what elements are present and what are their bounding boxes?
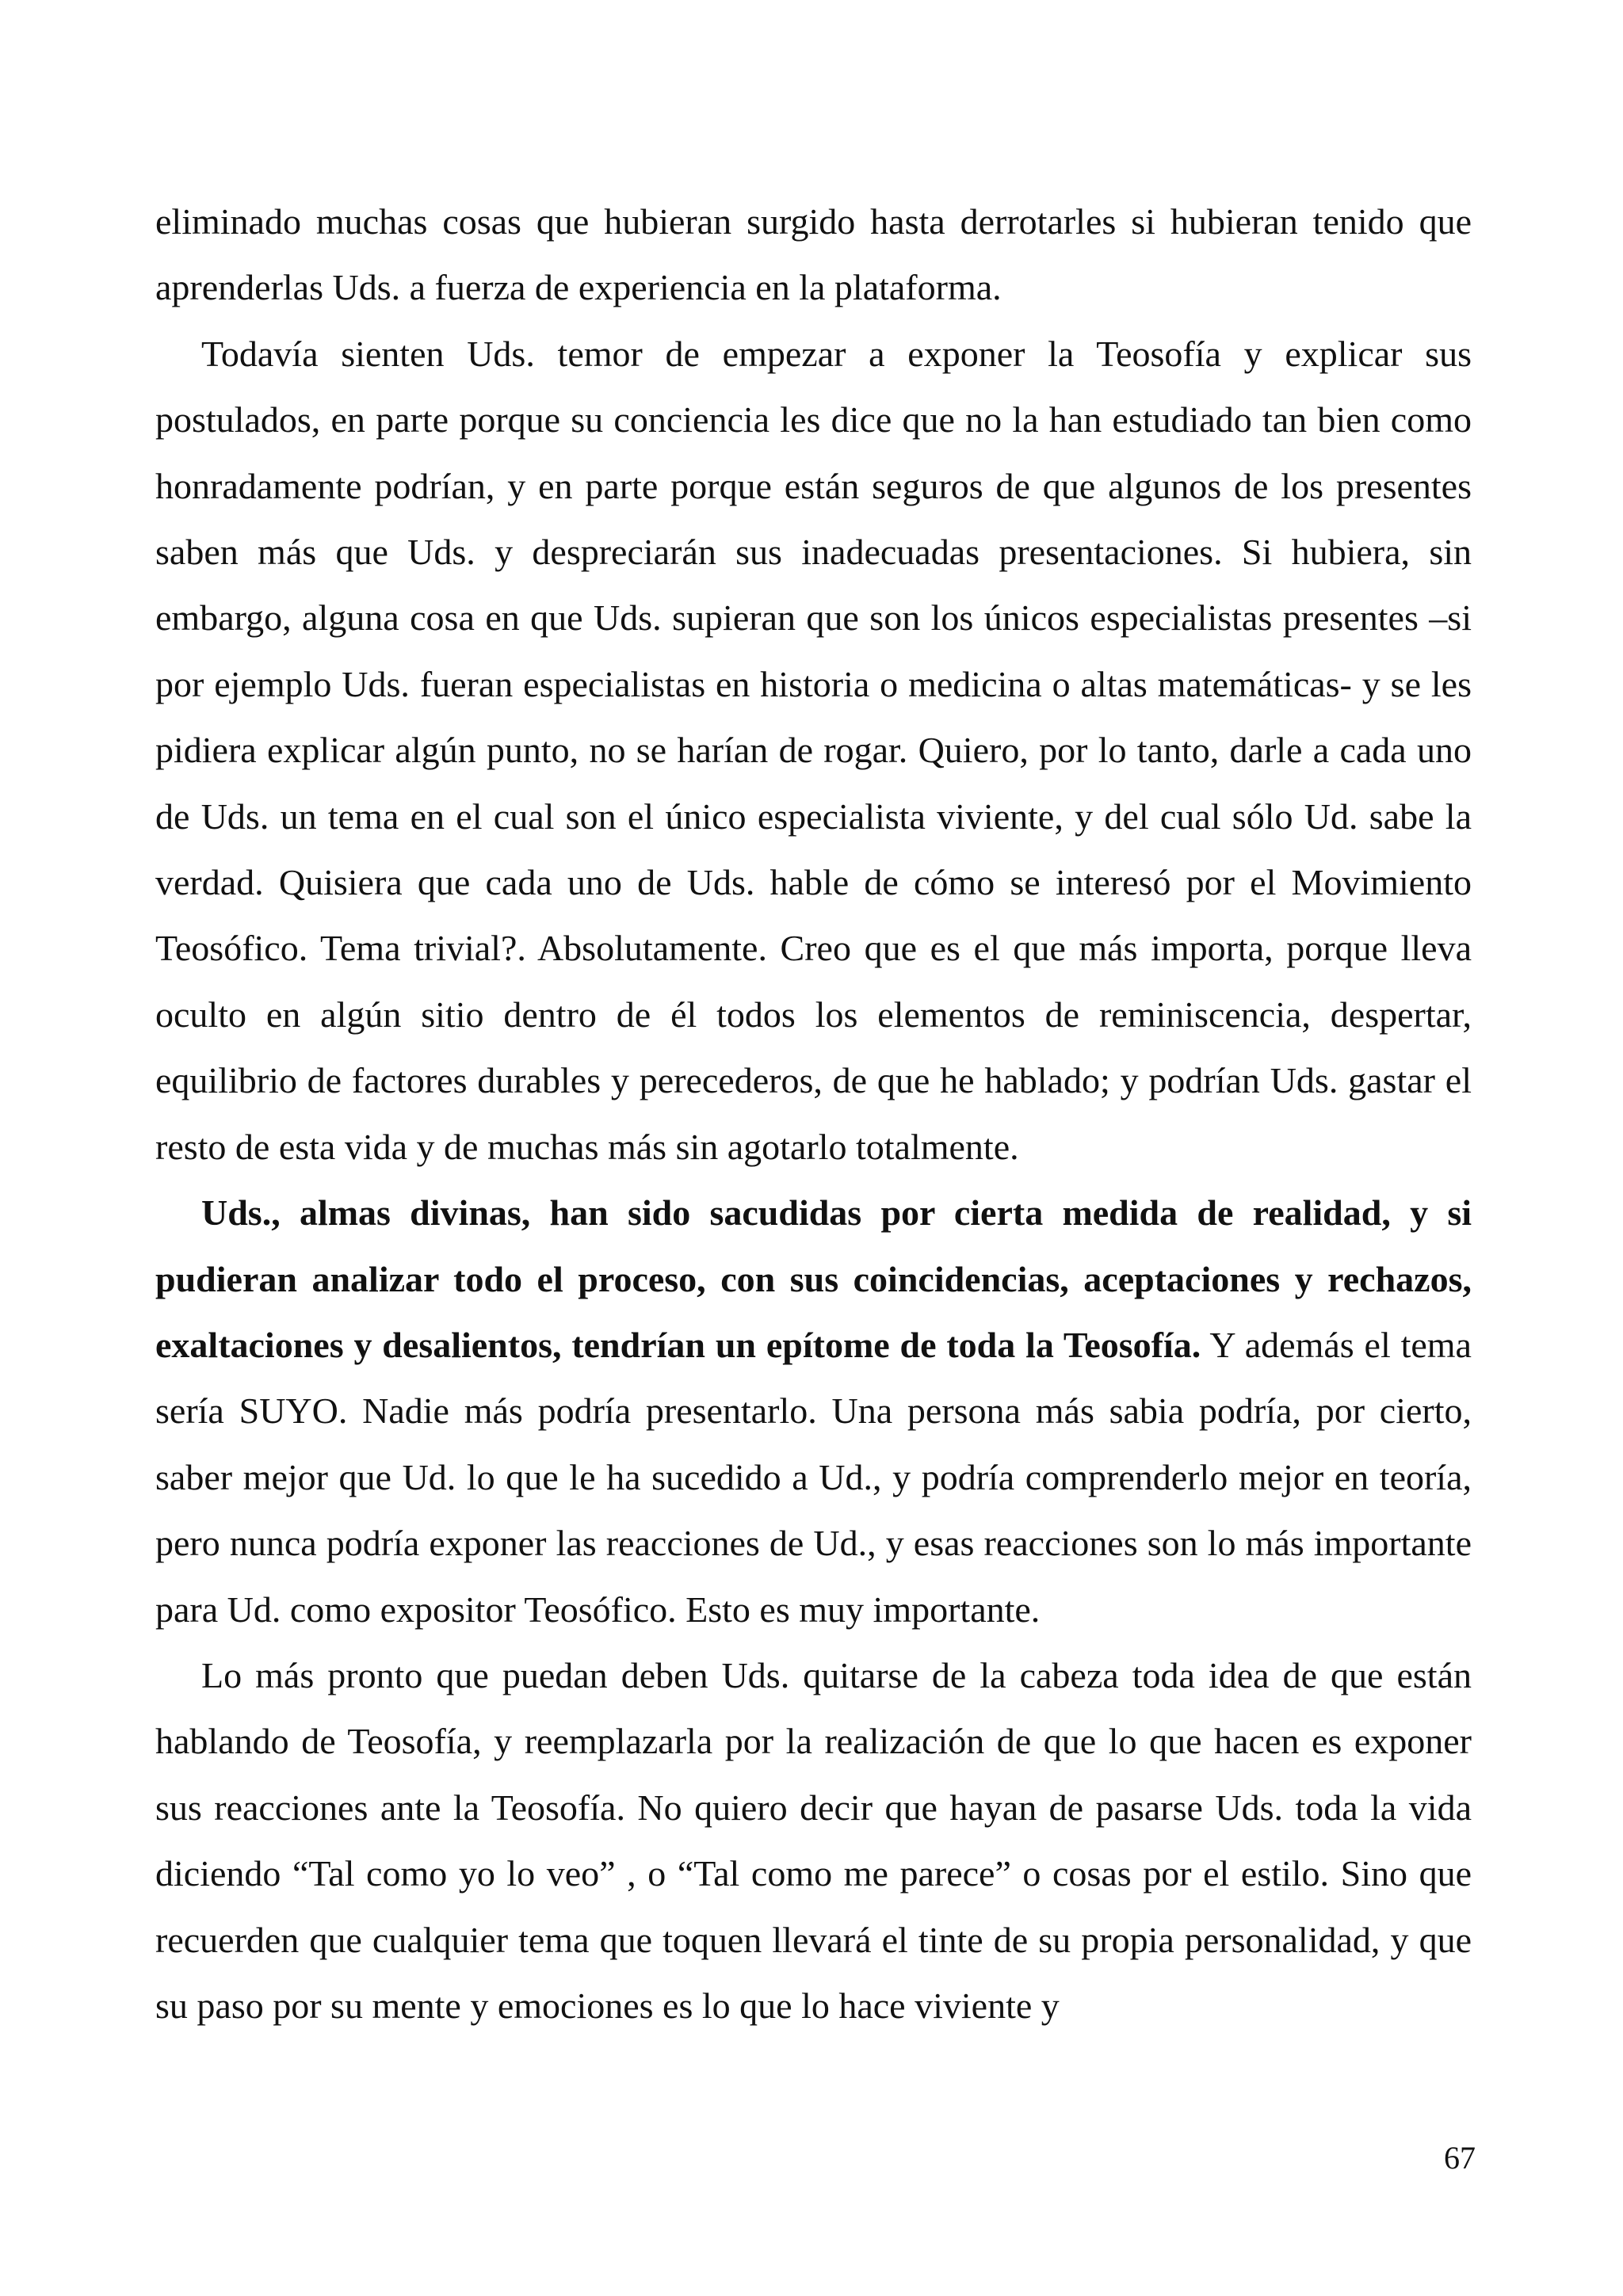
paragraph-2-text: Todavía sienten Uds. temor de empezar a exponer la Teosofía y explicar sus postulados, en parte porque su conciencia les dice que no la han estudiado tan bien como honradamente podrían, y en parte porque están seguros de que algunos de los presentes saben más que Uds. y despreciarán sus inadecuadas presentaciones. Si hubiera, sin embargo, alguna cosa en que Uds. supieran que son los únicos especialistas presentes –si por ejemplo Uds. fueran especialistas en historia o medicina o altas matemáticas- y se les pidiera explicar algún punto, no se harían de rogar. Quiero, por lo tanto, darle a cada uno de Uds. un tema en el cual son el único especialista viviente, y del cual sólo Ud. sabe la verdad. Quisiera que cada uno de Uds. hable de cómo se interesó por el Movimiento Teosófico. Tema trivial?. Absolutamente. Creo que es el que más importa, porque lleva oculto en algún sitio dentro de él todos los elementos de reminiscencia, despertar, equilibrio de factores durables y perecederos, de que he hablado; y podrían Uds. gastar el resto de esta vida y de muchas más sin agotarlo totalmente. bbox=[155, 333, 1472, 1167]
paragraph-3 bbox=[155, 1180, 1472, 1642]
paragraph-3-text: Y además el tema sería SUYO. Nadie más podría presentarlo. Una persona más sabia podría, por cierto, saber mejor que Ud. lo que le ha sucedido a Ud., y podría comprenderlo mejor en teoría, pero nunca podría exponer las reacciones de Ud., y esas reacciones son lo más importante para Ud. como expositor Teosófico. Esto es muy importante. bbox=[155, 1324, 1472, 1630]
body-text bbox=[155, 189, 1472, 2039]
paragraph-3-bold-text: Uds., almas divinas, han sido sacudidas por cierta medida de realidad, y si pudieran analizar todo el proceso, con sus coincidencias, aceptaciones y rechazos, exaltaciones y desalientos, tendrían un epítome de toda la Teosofía. bbox=[155, 1192, 1472, 1365]
paragraph-1-text: eliminado muchas cosas que hubieran surgido hasta derrotarles si hubieran tenido que aprenderlas Uds. a fuerza de experiencia en la plataforma. bbox=[155, 201, 1472, 308]
paragraph-4 bbox=[155, 1642, 1472, 2039]
page-number: 67 bbox=[1444, 2140, 1476, 2176]
paragraph-2 bbox=[155, 321, 1472, 1180]
paragraph-1 bbox=[155, 189, 1472, 321]
paragraph-4-text: Lo más pronto que puedan deben Uds. quitarse de la cabeza toda idea de que están hablando de Teosofía, y reemplazarla por la realización de que lo que hacen es exponer sus reacciones ante la Teosofía. No quiero decir que hayan de pasarse Uds. toda la vida diciendo “Tal como yo lo veo” , o “Tal como me parece” o cosas por el estilo. Sino que recuerden que cualquier tema que toquen llevará el tinte de su propia personalidad, y que su paso por su mente y emociones es lo que lo hace viviente y bbox=[155, 1654, 1472, 2026]
